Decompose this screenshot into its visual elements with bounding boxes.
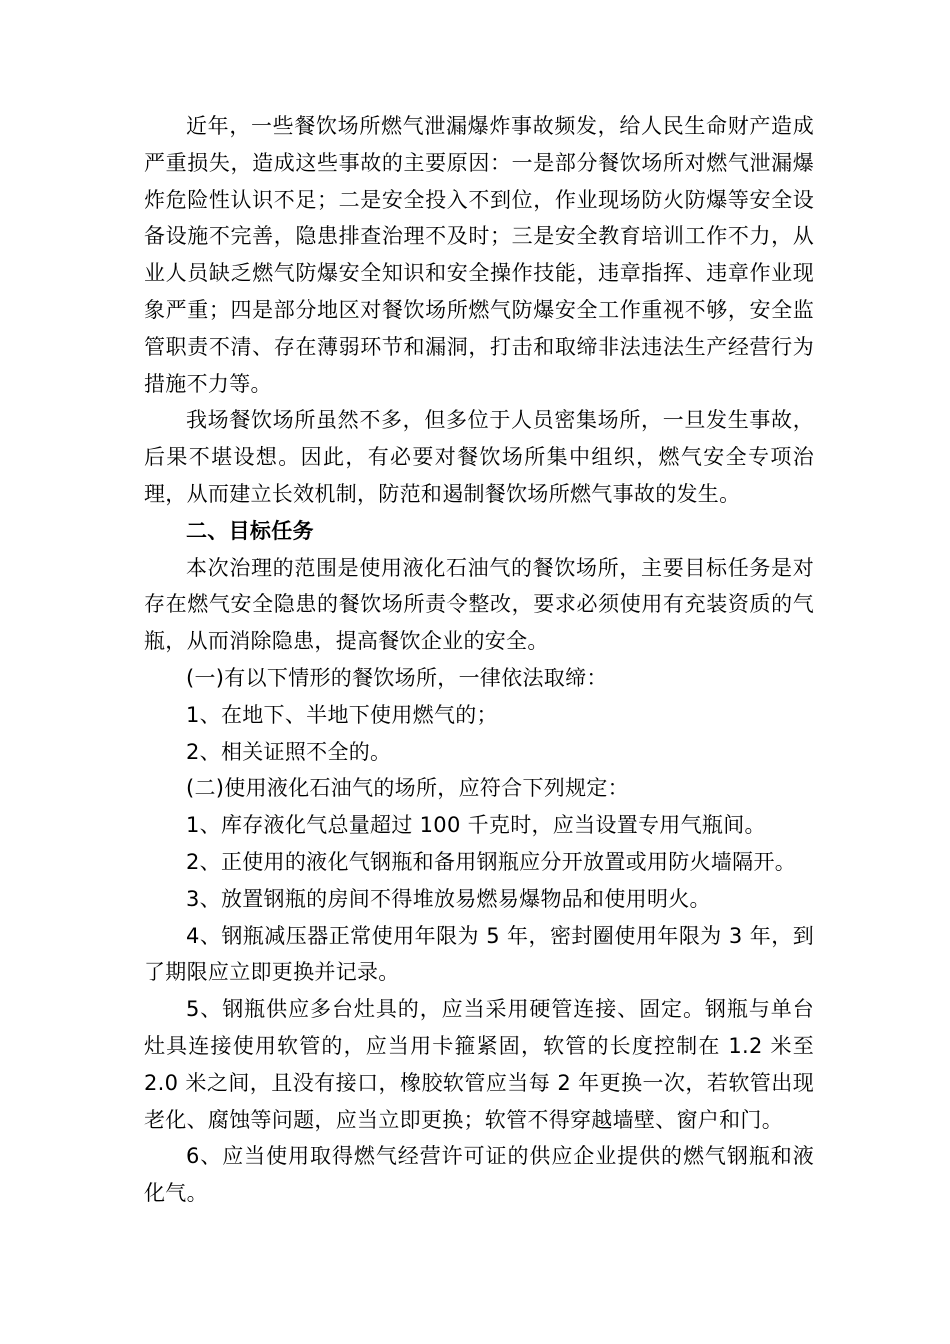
paragraph-necessity: 我场餐饮场所虽然不多，但多位于人员密集场所，一旦发生事故，后果不堪设想。因此，有必要对餐饮场所集中组织，燃气安全专项治理，从而建立长效机制，防范和遏制餐饮场所燃气事故的发生。	[144, 408, 814, 506]
paragraph-scope: 本次治理的范围是使用液化石油气的餐饮场所，主要目标任务是对存在燃气安全隐患的餐饮场所责令整改，要求必须使用有充装资质的气瓶，从而消除隐患，提高餐饮企业的安全。	[144, 555, 814, 654]
list-item-rule-3: 3、放置钢瓶的房间不得堆放易燃易爆物品和使用明火。	[186, 886, 711, 911]
paragraph-background: 近年，一些餐饮场所燃气泄漏爆炸事故频发，给人民生命财产造成严重损失，造成这些事故的主要原因：一是部分餐饮场所对燃气泄漏爆炸危险性认识不足；二是安全投入不到位，作业现场防火防爆等安全设备设施不完善，隐患排查治理不及时；三是安全教育培训工作不力，从业人员缺乏燃气防爆安全知识和安全操作技能，违章指挥、违章作业现象严重；四是部分地区对餐饮场所燃气防爆安全工作重视不够，安全监管职责不清、存在薄弱环节和漏洞，打击和取缔非法违法生产经营行为措施不力等。	[144, 114, 814, 396]
list-item-rule-5: 5、钢瓶供应多台灶具的，应当采用硬管连接、固定。钢瓶与单台灶具连接使用软管的，应当用卡箍紧固，软管的长度控制在 1.2 米至 2.0 米之间，且没有接口，橡胶软管应当每 2 年更换一次，若软管出现老化、腐蚀等问题，应当立即更换；软管不得穿越墙壁、窗户和门。	[144, 997, 814, 1132]
subsection-regulations: (二)使用液化石油气的场所，应符合下列规定：	[186, 776, 629, 801]
section-heading-goals: 二、目标任务	[186, 518, 314, 543]
list-item-ban-2: 2、相关证照不全的。	[186, 739, 392, 764]
list-item-rule-1: 1、库存液化气总量超过 100 千克时，应当设置专用气瓶间。	[186, 813, 766, 838]
document-page	[144, 108, 814, 1212]
subsection-ban: (一)有以下情形的餐饮场所，一律依法取缔：	[186, 665, 608, 690]
list-item-rule-6: 6、应当使用取得燃气经营许可证的供应企业提供的燃气钢瓶和液化气。	[144, 1144, 814, 1206]
list-item-rule-2: 2、正使用的液化气钢瓶和备用钢瓶应分开放置或用防火墙隔开。	[186, 849, 797, 874]
list-item-rule-4: 4、钢瓶减压器正常使用年限为 5 年，密封圈使用年限为 3 年，到了期限应立即更换并记录。	[144, 923, 814, 985]
list-item-ban-1: 1、在地下、半地下使用燃气的；	[186, 702, 498, 727]
